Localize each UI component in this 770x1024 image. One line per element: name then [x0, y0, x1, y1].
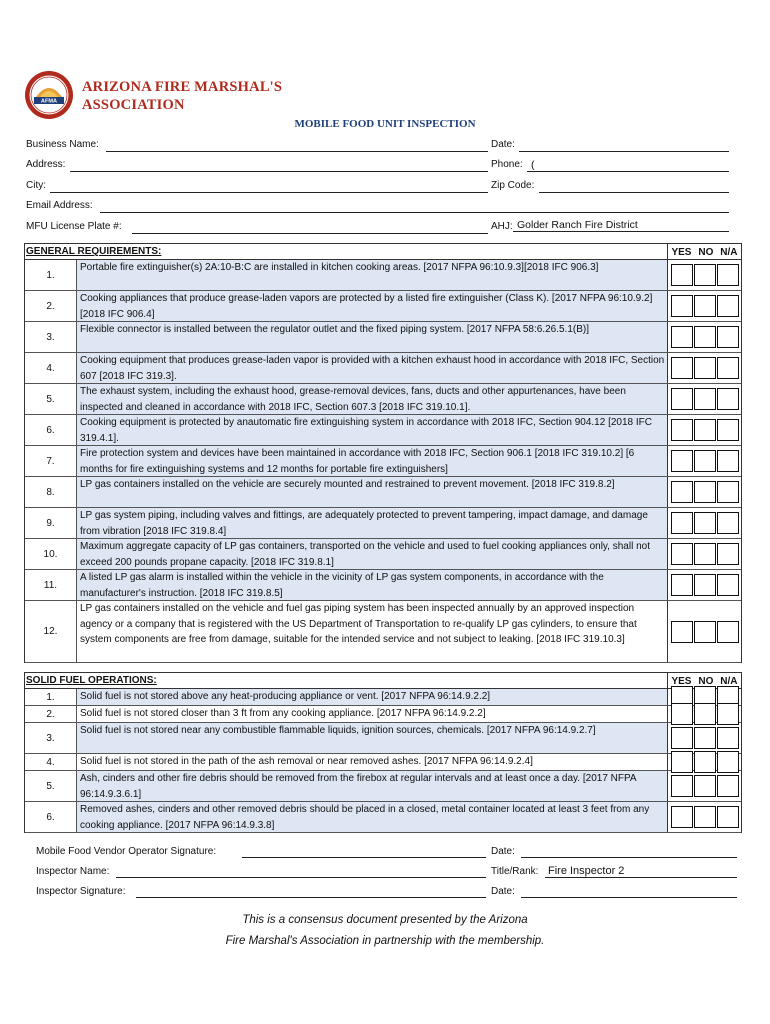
- email-field: [26, 200, 729, 214]
- item-text: Solid fuel is not stored above any heat-producing appliance or vent. [2017 NFPA 96:14.9.2.2]: [77, 689, 667, 705]
- inspector-name-input[interactable]: [116, 866, 486, 878]
- no-checkbox[interactable]: [694, 806, 716, 828]
- yes-checkbox[interactable]: [671, 264, 693, 286]
- solid-fuel-table: [24, 672, 742, 833]
- answer-checkboxes: [667, 706, 741, 722]
- item-number: 6.: [25, 802, 77, 832]
- business-name-input[interactable]: [106, 140, 488, 152]
- checklist-row: [25, 291, 741, 322]
- address-input[interactable]: [70, 160, 488, 172]
- na-checkbox[interactable]: [717, 481, 739, 503]
- na-checkbox[interactable]: [717, 388, 739, 410]
- plate-label: MFU License Plate #:: [26, 221, 122, 232]
- inspector-name-field: [36, 865, 486, 879]
- answer-checkboxes: [667, 601, 741, 662]
- checklist-row: [25, 601, 741, 663]
- yes-checkbox[interactable]: [671, 388, 693, 410]
- checklist-row: [25, 723, 741, 754]
- no-checkbox[interactable]: [694, 512, 716, 534]
- item-text: Solid fuel is not stored in the path of the ash removal or near removed ashes. [2017 NFPA 96:14.9.2.4]: [80, 756, 533, 767]
- operator-date-label: Date:: [491, 846, 515, 857]
- answer-checkboxes: [667, 539, 741, 569]
- yes-checkbox[interactable]: [671, 806, 693, 828]
- checklist-row: [25, 689, 741, 706]
- item-text: Solid fuel is not stored near any combustible flammable liquids, ignition sources, chemicals. [2017 NFPA 96:14.9.2.7]: [77, 723, 667, 753]
- na-checkbox[interactable]: [717, 751, 739, 773]
- na-checkbox[interactable]: [717, 357, 739, 379]
- no-col-label: NO: [698, 246, 714, 258]
- item-number: 6.: [25, 415, 77, 445]
- zip-field: [491, 180, 729, 194]
- no-checkbox[interactable]: [694, 388, 716, 410]
- yes-checkbox[interactable]: [671, 751, 693, 773]
- item-number: 4.: [25, 353, 77, 383]
- yes-no-na-header: [667, 244, 741, 260]
- date-input[interactable]: [519, 140, 729, 152]
- form-title: MOBILE FOOD UNIT INSPECTION: [294, 118, 476, 130]
- yes-checkbox[interactable]: [671, 512, 693, 534]
- na-checkbox[interactable]: [717, 295, 739, 317]
- yes-checkbox[interactable]: [671, 481, 693, 503]
- no-checkbox[interactable]: [694, 703, 716, 725]
- answer-checkboxes: [667, 353, 741, 383]
- checklist-row: [25, 508, 741, 539]
- checklist-row: [25, 477, 741, 508]
- inspector-date-label: Date:: [491, 886, 515, 897]
- na-checkbox[interactable]: [717, 264, 739, 286]
- no-checkbox[interactable]: [694, 326, 716, 348]
- na-checkbox[interactable]: [717, 727, 739, 749]
- na-checkbox[interactable]: [717, 326, 739, 348]
- general-requirements-header: [25, 244, 741, 260]
- answer-checkboxes: [667, 508, 741, 538]
- plate-field: [26, 221, 488, 235]
- na-checkbox[interactable]: [717, 621, 739, 643]
- checklist-row: [25, 322, 741, 353]
- operator-signature-input[interactable]: [242, 846, 486, 858]
- checklist-row: [25, 570, 741, 601]
- item-number: 5.: [25, 771, 77, 801]
- answer-checkboxes: [667, 384, 741, 414]
- answer-checkboxes: [667, 802, 741, 832]
- ahj-input[interactable]: Golder Ranch Fire District: [513, 220, 729, 232]
- answer-checkboxes: [667, 260, 741, 290]
- yes-checkbox[interactable]: [671, 574, 693, 596]
- date-field: [491, 139, 729, 153]
- operator-signature-field: [36, 845, 486, 859]
- city-field: [26, 180, 488, 194]
- footer-line2: Fire Marshal's Association in partnership with the membership.: [225, 935, 545, 947]
- answer-checkboxes: [667, 291, 741, 321]
- afma-logo: [24, 70, 74, 120]
- item-number: 8.: [25, 477, 77, 507]
- item-text: Portable fire extinguisher(s) 2A:10-B:C are installed in kitchen cooking areas. [2017 NFPA 96:10.9.3][2018 IFC 906.3]: [77, 260, 667, 290]
- item-number: 11.: [25, 570, 77, 600]
- title-rank-field: [491, 865, 737, 879]
- item-text: A listed LP gas alarm is installed within the vehicle in the vicinity of LP gas system components, in accordance with the manufacturer's instruction. [2018 IFC 319.8.5]: [77, 570, 667, 600]
- no-checkbox[interactable]: [694, 775, 716, 797]
- plate-input[interactable]: [132, 222, 488, 234]
- yes-col-label: YES: [671, 246, 692, 258]
- footer-note: [0, 910, 770, 952]
- no-checkbox[interactable]: [694, 264, 716, 286]
- city-input[interactable]: [50, 181, 488, 193]
- title-rank-input[interactable]: Fire Inspector 2: [545, 866, 737, 878]
- item-number: 3.: [25, 322, 77, 352]
- item-number: 2.: [25, 706, 77, 722]
- email-input[interactable]: [100, 201, 729, 213]
- checklist-row: [25, 353, 741, 384]
- zip-input[interactable]: [539, 181, 729, 193]
- operator-date-field: [491, 845, 737, 859]
- yes-checkbox[interactable]: [671, 326, 693, 348]
- phone-label: Phone:: [491, 159, 523, 170]
- item-text: Maximum aggregate capacity of LP gas containers, transported on the vehicle and used to fuel cooking appliances only, shall not exceed 200 pounds propane capacity. [2018 IFC 319.8.1]: [77, 539, 667, 569]
- checklist-row: [25, 446, 741, 477]
- checklist-row: [25, 754, 741, 771]
- yes-checkbox[interactable]: [671, 357, 693, 379]
- answer-checkboxes: [667, 477, 741, 507]
- na-checkbox[interactable]: [717, 543, 739, 565]
- org-title: [82, 78, 282, 114]
- no-checkbox[interactable]: [694, 295, 716, 317]
- item-text: LP gas containers installed on the vehicle are securely mounted and restrained to prevent movement. [2018 IFC 319.8.2]: [77, 477, 667, 507]
- item-text: Solid fuel is not stored closer than 3 ft from any cooking appliance. [2017 NFPA 96:14.9.2.2]: [80, 708, 486, 719]
- item-number: 10.: [25, 539, 77, 569]
- operator-date-input[interactable]: [521, 846, 737, 858]
- email-label: Email Address:: [26, 200, 93, 211]
- no-checkbox[interactable]: [694, 481, 716, 503]
- solid-fuel-heading: SOLID FUEL OPERATIONS:: [26, 675, 157, 686]
- answer-checkboxes: [667, 723, 741, 753]
- business-name-field: [26, 139, 488, 153]
- footer-line1: This is a consensus document presented by the Arizona: [242, 914, 528, 926]
- yes-checkbox[interactable]: [671, 419, 693, 441]
- no-checkbox[interactable]: [694, 751, 716, 773]
- item-text: LP gas containers installed on the vehicle and fuel gas piping system has been inspected annually by an approved inspection agency or a company that is registered with the US Department of Transportation to re-qualify LP gas cylinders, to ensure that system components are free from damage, suitable for the intended service and not subject to leaking. [2018 IFC 319.10.3]: [80, 603, 637, 645]
- no-checkbox[interactable]: [694, 543, 716, 565]
- na-checkbox[interactable]: [717, 806, 739, 828]
- checklist-row: [25, 415, 741, 446]
- yes-checkbox[interactable]: [671, 295, 693, 317]
- item-text: Removed ashes, cinders and other removed debris should be placed in a closed, metal container located at least 3 feet from any cooking appliance. [2017 NFPA 96:14.9.3.8]: [77, 802, 667, 832]
- item-number: 5.: [25, 384, 77, 414]
- na-checkbox[interactable]: [717, 419, 739, 441]
- answer-checkboxes: [667, 771, 741, 801]
- address-field: [26, 159, 488, 173]
- item-number: 1.: [25, 260, 77, 290]
- ahj-field: [491, 221, 729, 235]
- na-checkbox[interactable]: [717, 450, 739, 472]
- na-col-label: N/A: [720, 675, 738, 687]
- phone-field: [491, 159, 729, 173]
- ahj-label: AHJ:: [491, 221, 513, 232]
- item-text: Ash, cinders and other fire debris should be removed from the firebox at regular intervals and at least once a day. [2017 NFPA 96:14.9.3.6.1]: [77, 771, 667, 801]
- yes-checkbox[interactable]: [671, 727, 693, 749]
- solid-fuel-header: [25, 673, 741, 689]
- answer-checkboxes: [667, 754, 741, 770]
- phone-input[interactable]: (: [527, 160, 729, 172]
- answer-checkboxes: [667, 570, 741, 600]
- org-title-line2: ASSOCIATION: [82, 97, 185, 113]
- answer-checkboxes: [667, 322, 741, 352]
- inspector-signature-label: Inspector Signature:: [36, 886, 126, 897]
- address-label: Address:: [26, 159, 66, 170]
- yes-checkbox[interactable]: [671, 775, 693, 797]
- yes-checkbox[interactable]: [671, 621, 693, 643]
- checklist-row: [25, 384, 741, 415]
- item-number: 7.: [25, 446, 77, 476]
- general-requirements-heading: GENERAL REQUIREMENTS:: [26, 246, 162, 257]
- no-checkbox[interactable]: [694, 450, 716, 472]
- zip-label: Zip Code:: [491, 180, 535, 191]
- item-text: Cooking appliances that produce grease-laden vapors are protected by a listed fire extinguisher (Class K). [2017 NFPA 96:10.9.2][2018 IFC 906.4]: [77, 291, 667, 321]
- item-number: 2.: [25, 291, 77, 321]
- answer-checkboxes: [667, 415, 741, 445]
- city-label: City:: [26, 180, 46, 191]
- item-text: The exhaust system, including the exhaust hood, grease-removal devices, fans, ducts and other appurtenances, have been inspected and cleaned in accordance with 2018 IFC, Section 607.3 [2018 IFC 319.10.1].: [77, 384, 667, 414]
- inspector-signature-input[interactable]: [136, 886, 486, 898]
- item-text: Cooking equipment that produces grease-laden vapor is provided with a kitchen exhaust hood in accordance with 2018 IFC, Section 607 [2018 IFC 319.3].: [77, 353, 667, 383]
- title-rank-label: Title/Rank:: [491, 866, 539, 877]
- item-number: 1.: [25, 689, 77, 705]
- inspector-signature-field: [36, 885, 486, 899]
- inspector-date-input[interactable]: [521, 886, 737, 898]
- item-text: LP gas system piping, including valves and fittings, are adequately protected to prevent tampering, impact damage, and damage from vibration [2018 IFC 319.8.4]: [77, 508, 667, 538]
- no-checkbox[interactable]: [694, 357, 716, 379]
- no-checkbox[interactable]: [694, 727, 716, 749]
- item-number: 4.: [25, 754, 77, 770]
- checklist-row: [25, 771, 741, 802]
- item-number: 3.: [25, 723, 77, 753]
- item-text: Flexible connector is installed between the regulator outlet and the fixed piping system. [2017 NFPA 58:6.26.5.1(B)]: [77, 322, 667, 352]
- na-checkbox[interactable]: [717, 703, 739, 725]
- checklist-row: [25, 260, 741, 291]
- yes-checkbox[interactable]: [671, 703, 693, 725]
- na-checkbox[interactable]: [717, 574, 739, 596]
- yes-col-label: YES: [671, 675, 692, 687]
- checklist-row: [25, 539, 741, 570]
- operator-signature-label: Mobile Food Vendor Operator Signature:: [36, 846, 217, 857]
- no-checkbox[interactable]: [694, 574, 716, 596]
- na-col-label: N/A: [720, 246, 738, 258]
- logo-text: AFMA: [40, 98, 58, 105]
- inspector-name-label: Inspector Name:: [36, 866, 110, 877]
- business-name-label: Business Name:: [26, 139, 99, 150]
- org-title-line1: ARIZONA FIRE MARSHAL'S: [82, 79, 283, 95]
- yes-checkbox[interactable]: [671, 543, 693, 565]
- date-label: Date:: [491, 139, 515, 150]
- checklist-row: [25, 802, 741, 833]
- general-requirements-table: [24, 243, 742, 663]
- item-text: Cooking equipment is protected by anautomatic fire extinguishing system in accordance with 2018 IFC, Section 904.12 [2018 IFC 319.4.1].: [77, 415, 667, 445]
- no-checkbox[interactable]: [694, 419, 716, 441]
- yes-checkbox[interactable]: [671, 450, 693, 472]
- na-checkbox[interactable]: [717, 775, 739, 797]
- item-number: 9.: [25, 508, 77, 538]
- na-checkbox[interactable]: [717, 512, 739, 534]
- answer-checkboxes: [667, 446, 741, 476]
- checklist-row: [25, 706, 741, 723]
- item-number: 12.: [25, 601, 77, 662]
- no-checkbox[interactable]: [694, 621, 716, 643]
- item-text: Fire protection system and devices have been maintained in accordance with 2018 IFC, Section 906.1 [2018 IFC 319.10.2] [6 months for fire extinguishing systems and 12 months for portable fire extinguishers]: [77, 446, 667, 476]
- inspector-date-field: [491, 885, 737, 899]
- no-col-label: NO: [698, 675, 714, 687]
